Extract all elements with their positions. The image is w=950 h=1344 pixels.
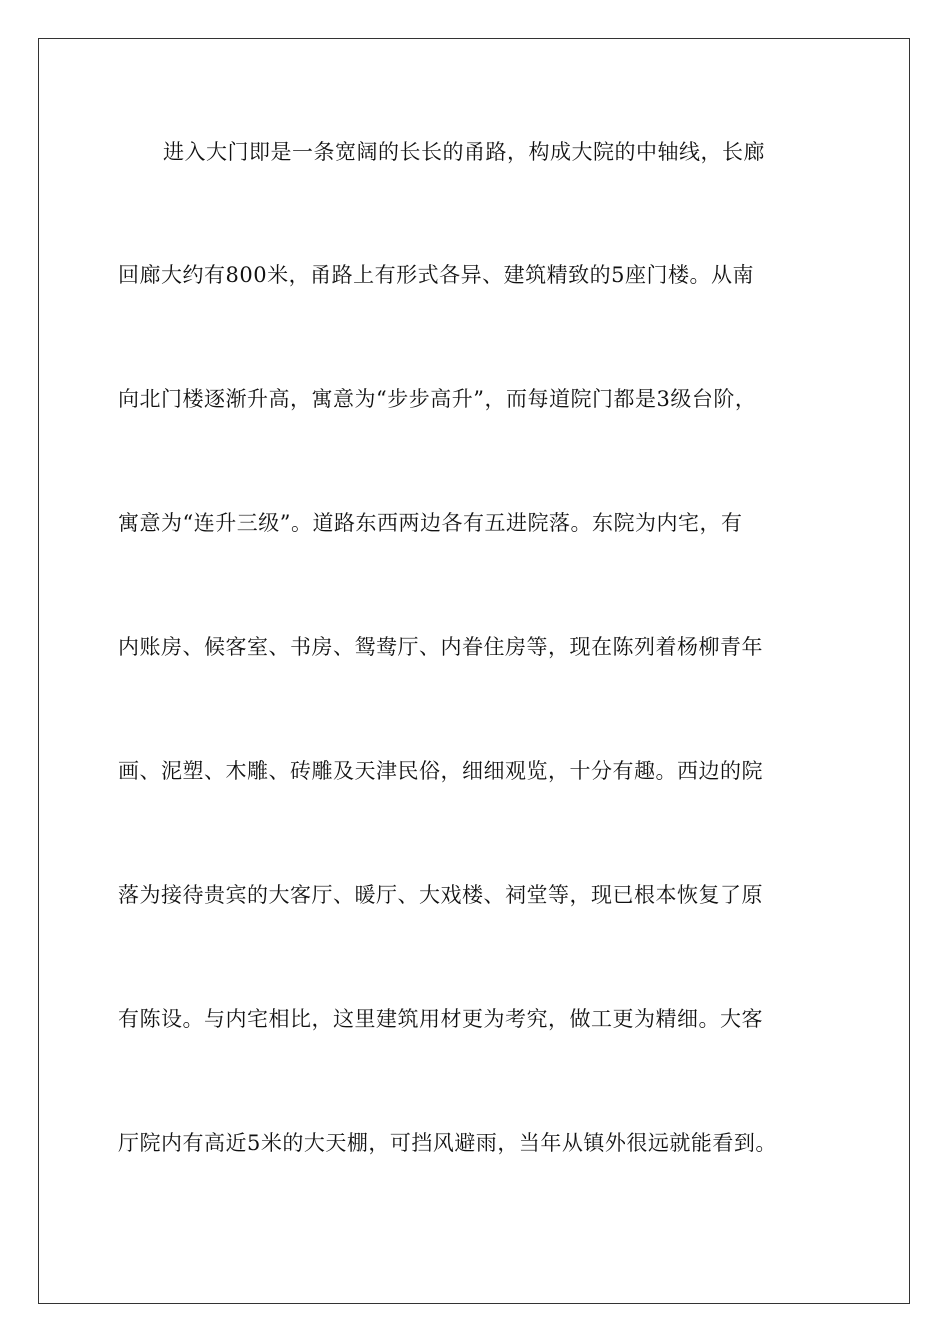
paragraph-line: 厅院内有高近5米的大天棚，可挡风避雨，当年从镇外很远就能看到。 [118,1131,777,1155]
paragraph-line: 向北门楼逐渐升高，寓意为“步步高升”，而每道院门都是3级台阶， [118,387,757,411]
page-frame [38,38,910,1304]
paragraph-line: 寓意为“连升三级”。道路东西两边各有五进院落。东院为内宅，有 [118,511,743,535]
paragraph-line: 回廊大约有800米，甬路上有形式各异、建筑精致的5座门楼。从南 [118,263,754,287]
paragraph-line: 有陈设。与内宅相比，这里建筑用材更为考究，做工更为精细。大客 [118,1007,763,1031]
paragraph-line: 画、泥塑、木雕、砖雕及天津民俗，细细观览，十分有趣。西边的院 [118,759,763,783]
paragraph-line: 进入大门即是一条宽阔的长长的甬路，构成大院的中轴线，长廊 [163,140,765,164]
paragraph-line: 落为接待贵宾的大客厅、暖厅、大戏楼、祠堂等，现已根本恢复了原 [118,883,763,907]
paragraph-line: 内账房、候客室、书房、鸳鸯厅、内眷住房等，现在陈列着杨柳青年 [118,635,763,659]
